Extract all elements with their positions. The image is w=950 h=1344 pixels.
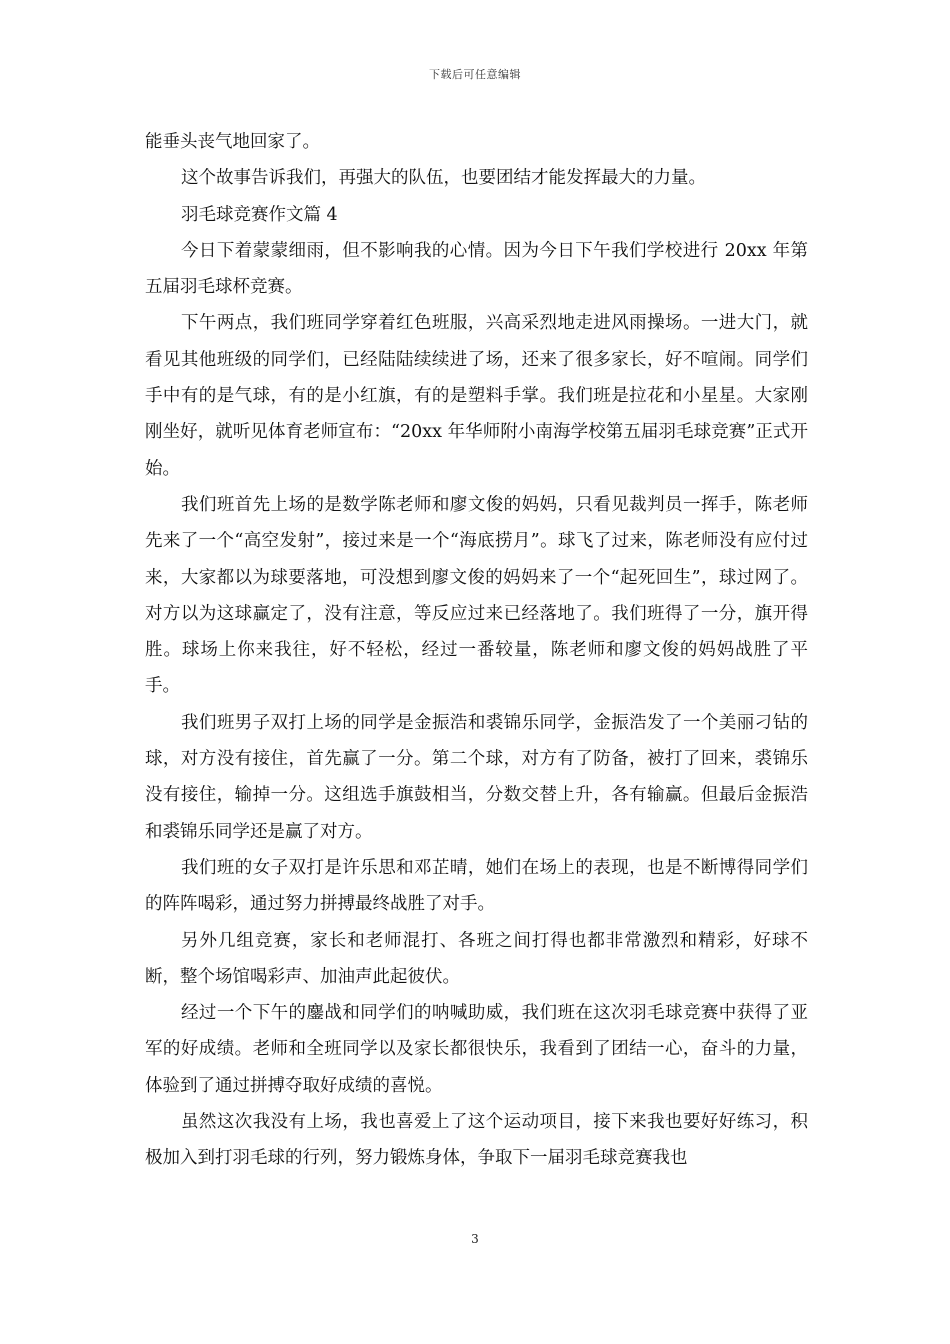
paragraph-4: 今日下着蒙蒙细雨，但不影响我的心情。因为今日下午我们学校进行 20xx 年第五届羽毛球杯竞赛。 bbox=[145, 240, 808, 298]
paragraph-7: 我们班男子双打上场的同学是金振浩和裘锦乐同学，金振浩发了一个美丽刁钻的球，对方没有接住，首先赢了一分。第二个球，对方有了防备，被打了回来，裘锦乐没有接住，输掉一分。这组选手旗鼓相当，分数交替上升，各有输赢。但最后金振浩和裘锦乐同学还是赢了对方。 bbox=[145, 712, 808, 842]
section-heading: 羽毛球竞赛作文篇 4 bbox=[181, 204, 338, 225]
paragraph-10: 经过一个下午的鏖战和同学们的呐喊助威，我们班在这次羽毛球竞赛中获得了亚军的好成绩。老师和全班同学以及家长都很快乐，我看到了团结一心，奋斗的力量，体验到了通过拼搏夺取好成绩的喜悦。 bbox=[145, 1003, 808, 1096]
page-header: 下载后可任意编辑 bbox=[429, 68, 521, 81]
paragraph-1: 能垂头丧气地回家了。 bbox=[145, 132, 320, 152]
page-number: 3 bbox=[471, 1232, 479, 1246]
paragraph-9: 另外几组竞赛，家长和老师混打、各班之间打得也都非常激烈和精彩，好球不断，整个场馆喝彩声、加油声此起彼伏。 bbox=[145, 930, 808, 987]
paragraph-6: 我们班首先上场的是数学陈老师和廖文俊的妈妈，只看见裁判员一挥手，陈老师先来了一个“高空发射”，接过来是一个“海底捞月”。球飞了过来，陈老师没有应付过来，大家都以为球要落地，可没想到廖文俊的妈妈来了一个“起死回生”，球过网了。对方以为这球赢定了，没有注意，等反应过来已经落地了。我们班得了一分，旗开得胜。球场上你来我往，好不轻松，经过一番较量，陈老师和廖文俊的妈妈战胜了平手。 bbox=[145, 494, 808, 697]
paragraph-2: 这个故事告诉我们，再强大的队伍，也要团结才能发挥最大的力量。 bbox=[181, 168, 706, 189]
document-body bbox=[145, 124, 808, 1177]
paragraph-5: 下午两点，我们班同学穿着红色班服，兴高采烈地走进风雨操场。一进大门，就看见其他班级的同学们，已经陆陆续续进了场，还来了很多家长，好不喧闹。同学们手中有的是气球，有的是小红旗，有的是塑料手掌。我们班是拉花和小星星。大家刚刚坐好，就听见体育老师宣布：“20xx 年华师附小南海学校第五届羽毛球竞赛”正式开始。 bbox=[145, 313, 808, 479]
paragraph-8: 我们班的女子双打是许乐思和邓芷晴，她们在场上的表现，也是不断博得同学们的阵阵喝彩，通过努力拼搏最终战胜了对手。 bbox=[145, 857, 808, 915]
paragraph-11: 虽然这次我没有上场，我也喜爱上了这个运动项目，接下来我也要好好练习，积极加入到打羽毛球的行列，努力锻炼身体，争取下一届羽毛球竞赛我也 bbox=[145, 1112, 808, 1169]
